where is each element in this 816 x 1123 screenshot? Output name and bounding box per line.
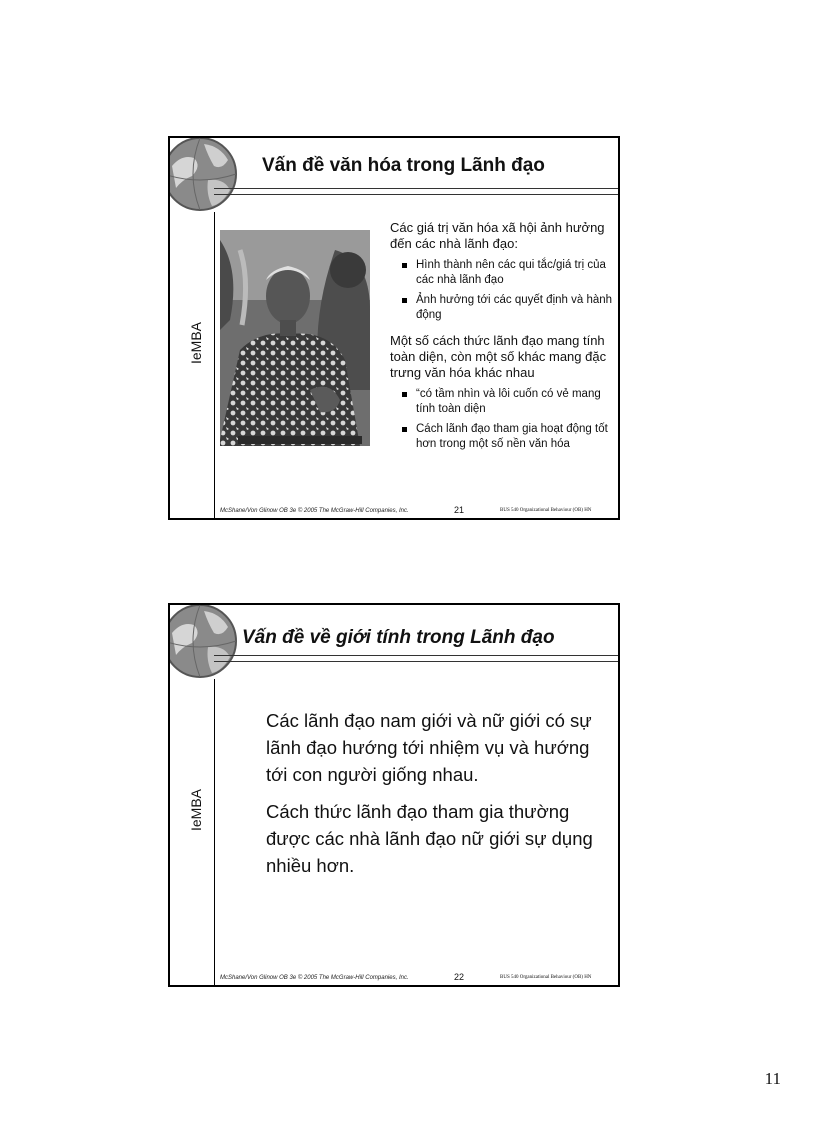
paragraph-text: Một số cách thức lãnh đạo mang tính toàn diện, còn một số khác mang đặc trưng văn hóa khác nhau <box>390 333 607 380</box>
sidebar-rule <box>214 679 215 985</box>
slide-title: Vấn đề về giới tính trong Lãnh đạo <box>242 627 555 648</box>
list-item: Cách lãnh đạo tham gia hoạt động tốt hơn trong một số nền văn hóa <box>402 422 616 452</box>
header-rule <box>214 655 618 656</box>
paragraph-text: Các lãnh đạo nam giới và nữ giới có sự lãnh đạo hướng tới nhiệm vụ và hướng tới con người giống nhau. <box>266 710 592 785</box>
footer-copyright: McShane/Von Glinow OB 3e © 2005 The McGraw-Hill Companies, Inc. <box>220 508 409 514</box>
slide-22 <box>168 603 620 987</box>
list-item: “có tầm nhìn và lôi cuốn có vẻ mang tính toàn diện <box>402 387 616 417</box>
intro-text: Các giá trị văn hóa xã hội ảnh hưởng đến các nhà lãnh đạo: <box>390 220 605 251</box>
bullet-list <box>390 258 616 323</box>
page-number: 11 <box>764 1069 781 1088</box>
header-rule <box>214 188 618 189</box>
bullet-list <box>390 387 616 452</box>
slide-body <box>266 707 596 889</box>
slide-21 <box>168 136 620 520</box>
leader-photo <box>220 230 370 446</box>
slide-number: 21 <box>454 505 465 515</box>
globe-logo <box>168 603 240 683</box>
side-label-text: IeMBA <box>188 321 204 364</box>
footer-course: BUS 540 Organizational Behaviour (OB) HN <box>500 975 592 980</box>
globe-logo <box>168 136 240 216</box>
footer-course: BUS 540 Organizational Behaviour (OB) HN <box>500 508 592 513</box>
slide-title: Vấn đề văn hóa trong Lãnh đạo <box>262 155 545 176</box>
paragraph-text: Cách thức lãnh đạo tham gia thường được các nhà lãnh đạo nữ giới sự dụng nhiều hơn. <box>266 801 593 876</box>
header-rule <box>214 194 618 195</box>
slide-body <box>390 220 616 462</box>
slide-number: 22 <box>454 972 465 982</box>
header-rule <box>214 661 618 662</box>
side-label-text: IeMBA <box>188 788 204 831</box>
footer-copyright: McShane/Von Glinow OB 3e © 2005 The McGraw-Hill Companies, Inc. <box>220 975 409 981</box>
list-item: Hình thành nên các qui tắc/giá trị của các nhà lãnh đạo <box>402 258 616 288</box>
sidebar-rule <box>214 212 215 518</box>
list-item: Ảnh hưởng tới các quyết định và hành động <box>402 293 616 323</box>
